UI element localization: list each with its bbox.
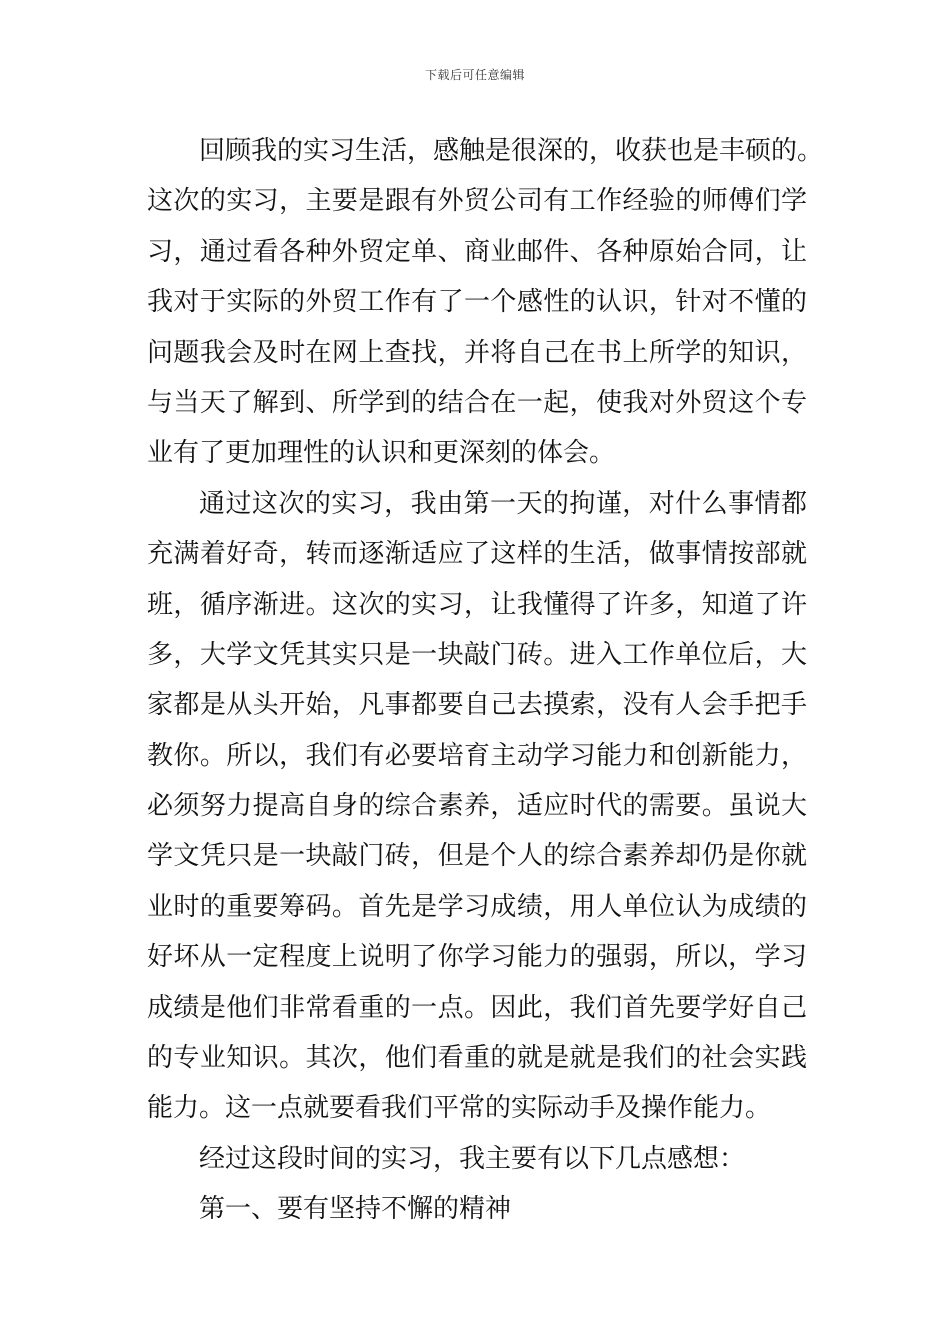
paragraph-3-line-1: 经过这段时间的实习，我主要有以下几点感想： <box>199 1143 746 1174</box>
paragraph-1-line-4: 我对于实际的外贸工作有了一个感性的认识，针对不懂的 <box>147 287 807 318</box>
paragraph-2-line-13: 能力。这一点就要看我们平常的实际动手及操作能力。 <box>147 1093 772 1124</box>
paragraph-2-line-4: 多，大学文凭其实只是一块敲门砖。进入工作单位后，大 <box>147 639 807 670</box>
paragraph-1-line-3: 习，通过看各种外贸定单、商业邮件、各种原始合同，让 <box>147 236 807 267</box>
paragraph-1-line-6: 与当天了解到、所学到的结合在一起，使我对外贸这个专 <box>147 387 807 418</box>
paragraph-2-line-9: 业时的重要筹码。首先是学习成绩，用人单位认为成绩的 <box>147 891 807 922</box>
paragraph-1-line-7: 业有了更加理性的认识和更深刻的体会。 <box>147 438 616 469</box>
paragraph-2-line-10: 好坏从一定程度上说明了你学习能力的强弱，所以，学习 <box>147 942 807 973</box>
page-header-note: 下载后可任意编辑 <box>424 68 525 82</box>
paragraph-2-line-12: 的专业知识。其次，他们看重的就是就是我们的社会实践 <box>147 1043 807 1074</box>
paragraph-1-line-1: 回顾我的实习生活，感触是很深的，收获也是丰硕的。 <box>199 136 824 166</box>
paragraph-2-line-1: 通过这次的实习，我由第一天的拘谨，对什么事情都 <box>199 488 807 519</box>
document-body <box>147 126 824 1235</box>
paragraph-2-line-6: 教你。所以，我们有必要培育主动学习能力和创新能力， <box>147 740 807 771</box>
paragraph-1-line-2: 这次的实习，主要是跟有外贸公司有工作经验的师傅们学 <box>147 186 807 217</box>
paragraph-2-line-8: 学文凭只是一块敲门砖，但是个人的综合素养却仍是你就 <box>147 841 807 872</box>
section-heading-1: 第一、要有坚持不懈的精神 <box>199 1194 512 1225</box>
paragraph-2-line-2: 充满着好奇，转而逐渐适应了这样的生活，做事情按部就 <box>147 539 807 570</box>
paragraph-2-line-5: 家都是从头开始，凡事都要自己去摸索，没有人会手把手 <box>147 690 807 721</box>
paragraph-1-line-5: 问题我会及时在网上查找，并将自己在书上所学的知识， <box>147 337 807 368</box>
paragraph-2-line-7: 必须努力提高自身的综合素养，适应时代的需要。虽说大 <box>147 791 807 822</box>
paragraph-2-line-11: 成绩是他们非常看重的一点。因此，我们首先要学好自己 <box>147 992 807 1023</box>
paragraph-2-line-3: 班，循序渐进。这次的实习，让我懂得了许多，知道了许 <box>147 589 807 620</box>
